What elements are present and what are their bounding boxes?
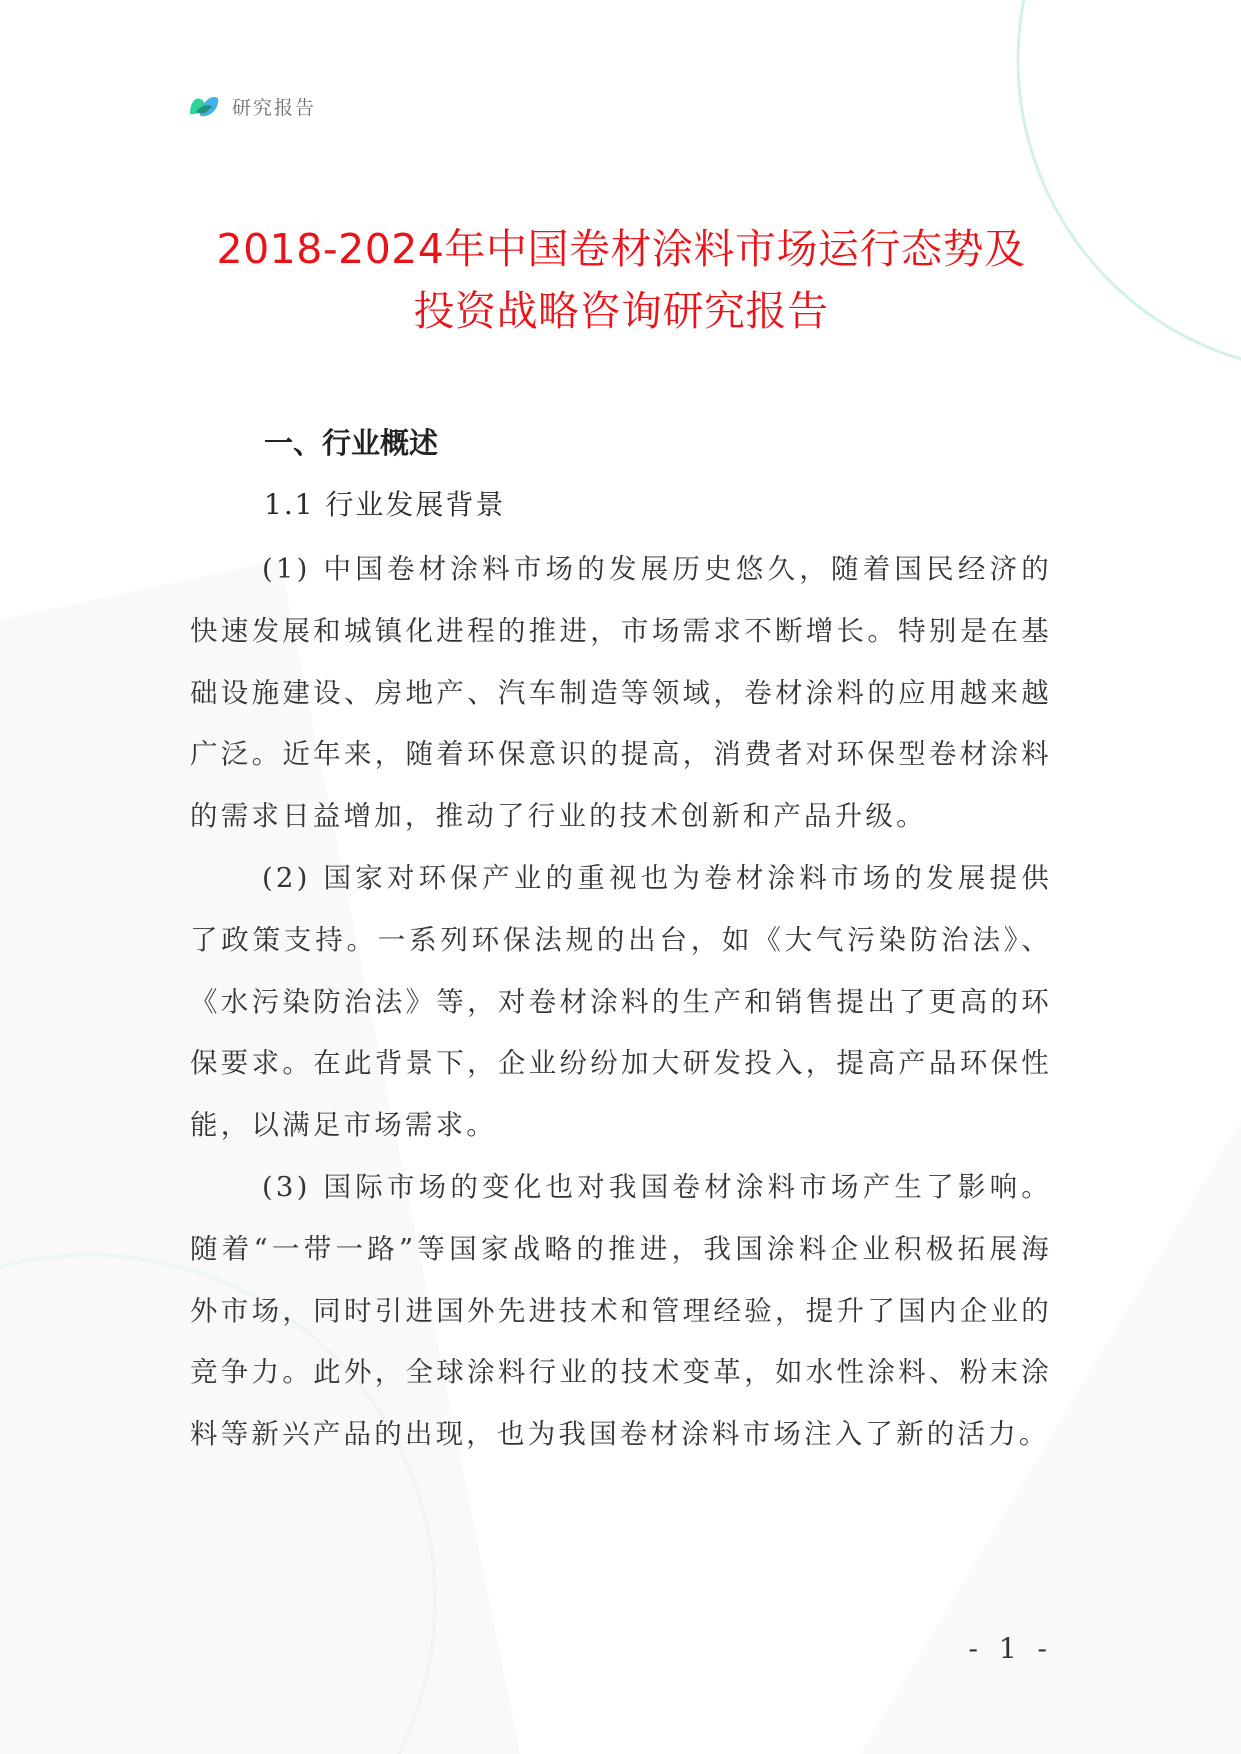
- brand-label: 研究报告: [232, 96, 317, 119]
- body-paragraph-3: (3) 国际市场的变化也对我国卷材涂料市场产生了影响。随着“一带一路”等国家战略的推进，我国涂料企业积极拓展海外市场，同时引进国外先进技术和管理经验，提升了国内企业的竞争力。此外，全球涂料行业的技术变革，如水性涂料、粉末涂料等新兴产品的出现，也为我国卷材涂料市场注入了新的活力。: [190, 1170, 1052, 1451]
- report-title-line-2: 投资战略咨询研究报告: [413, 287, 829, 335]
- page-number: - 1 -: [968, 1632, 1053, 1665]
- body-paragraph-1: (1) 中国卷材涂料市场的发展历史悠久，随着国民经济的快速发展和城镇化进程的推进，市场需求不断增长。特别是在基础设施建设、房地产、汽车制造等领域，卷材涂料的应用越来越广泛。近年来，随着环保意识的提高，消费者对环保型卷材涂料的需求日益增加，推动了行业的技术创新和产品升级。: [190, 553, 1052, 833]
- body-paragraph-2: (2) 国家对环保产业的重视也为卷材涂料市场的发展提供了政策支持。一系列环保法规的出台，如《大气污染防治法》、《水污染防治法》等，对卷材涂料的生产和销售提出了更高的环保要求。在此背景下，企业纷纷加大研发投入，提高产品环保性能，以满足市场需求。: [190, 861, 1052, 1142]
- report-title: [186, 218, 1056, 342]
- report-body: [190, 415, 1052, 1466]
- brand-leaf-logo-icon: [186, 88, 222, 124]
- report-title-line-1: 2018-2024年中国卷材涂料市场运行态势及: [216, 225, 1026, 273]
- section-heading: 一、行业概述: [264, 426, 439, 460]
- subsection-heading: 1.1 行业发展背景: [264, 488, 506, 521]
- header-brand: [186, 88, 316, 124]
